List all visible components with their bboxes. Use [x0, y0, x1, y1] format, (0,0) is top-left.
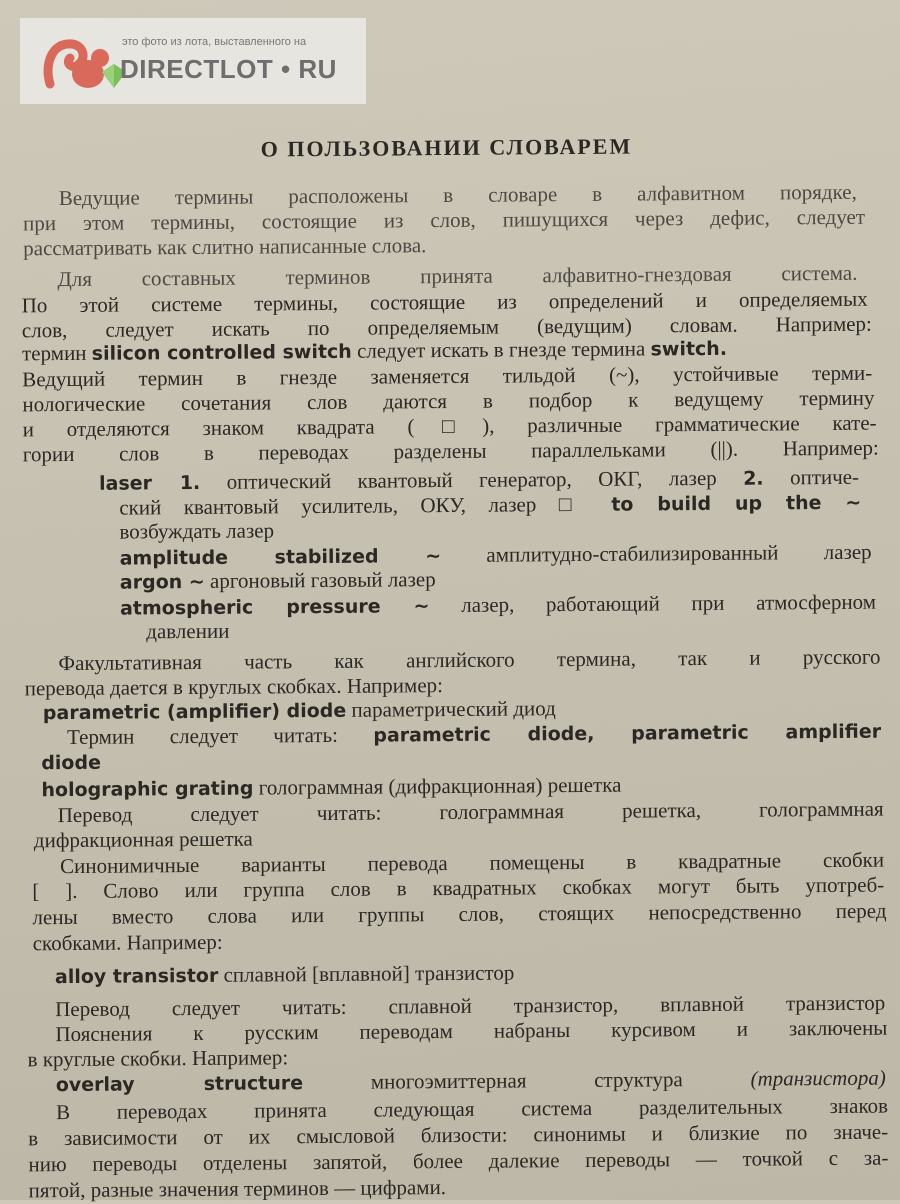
- text-line: Пояснения к русским переводам набраны курсивом и заключены: [55, 1015, 888, 1047]
- text-line: Ведущие термины расположены в словаре в алфавитном порядке,: [58, 179, 857, 211]
- text-line: в круглые скобки. Например:: [27, 1045, 289, 1072]
- entry-laser-cont: ский квантовый усилитель, ОКУ, лазер □ to build up the ~: [119, 491, 862, 520]
- text-line: в зависимости от их смысловой близости: синонимы и близкие по значе-: [28, 1119, 889, 1151]
- text-line: Перевод следует читать: сплавной транзистор, вплавной транзистор: [55, 990, 886, 1022]
- text-line: слов, следует искать по определяемым (ведущим) словам. Например:: [21, 311, 872, 343]
- text-line: при этом термины, состоящие из слов, пишущихся через дефис, следует: [22, 204, 866, 236]
- text-line: Факультативная часть как английского термина, так и русского: [58, 644, 881, 676]
- example-overlay: overlay structure многоэмиттерная структура (транзистора): [55, 1065, 886, 1097]
- text-line: По этой системе термины, состоящие из определений и определяемых: [21, 286, 868, 318]
- text-line: скобками. Например:: [32, 929, 223, 956]
- text-line: Ведущий термин в гнезде заменяется тильдой (~), устойчивые терми-: [22, 360, 873, 392]
- entry-text: давлении: [146, 618, 230, 644]
- entry-argon: argon ~ аргоновый газовый лазер: [119, 567, 436, 594]
- text-line: В переводах принята следующая система разделительных знаков: [55, 1093, 889, 1125]
- watermark-tagline: это фото из лота, выставленного на: [122, 36, 307, 48]
- watermark-brand: DIRECTLOT • RU: [120, 54, 337, 84]
- entry-amplitude: amplitude stabilized ~ амплитудно-стабилизированный лазер: [119, 539, 872, 570]
- text-line: нию переводы отделены запятой, более далекие переводы — точкой с за-: [28, 1145, 889, 1177]
- text-line: пятой, разные значения терминов — цифрами.: [28, 1175, 447, 1203]
- text-line: Для составных терминов принята алфавитно-гнездовая система.: [57, 260, 858, 292]
- text-line: рассматривать как слитно написанные слова.: [23, 233, 427, 261]
- entry-text: возбуждать лазер: [119, 518, 275, 544]
- text-line: гории слов в переводах разделены параллельками (||). Например:: [22, 435, 879, 467]
- example-parametric: parametric (amplifier) diode параметрический диод: [42, 696, 556, 725]
- term-text: diode: [41, 751, 102, 775]
- text-line: и отделяются знаком квадрата (□), различные грамматические кате-: [22, 410, 877, 442]
- text-line-with-terms: термин silicon controlled switch следует искать в гнезде термина switch.: [21, 336, 728, 366]
- text-line: Перевод следует читать: голограммная решетка, голограммная: [57, 796, 884, 828]
- text-line-with-terms: Термин следует читать: parametric diode, parametric amplifier: [66, 720, 882, 750]
- example-holographic: holographic grating голограммная (дифракционная) решетка: [41, 772, 622, 802]
- text-line: [ ]. Слово или группа слов в квадратных скобках могут быть употреб-: [32, 872, 885, 904]
- text-line: нологические сочетания слов даются в подбор к ведущему термину: [22, 385, 875, 417]
- text-line: лены вместо слова или группы слов, стоящих непосредственно перед: [32, 898, 887, 930]
- entry-atmospheric: atmospheric pressure ~ лазер, работающий при атмосферном: [119, 589, 877, 620]
- example-alloy: alloy transistor сплавной [вплавной] транзистор: [54, 960, 515, 989]
- page-title: О ПОЛЬЗОВАНИИ СЛОВАРЕМ: [260, 133, 633, 162]
- text-line: Синонимичные варианты перевода помещены в квадратные скобки: [59, 847, 885, 879]
- text-line: перевода дается в круглых скобках. Например:: [24, 673, 444, 701]
- entry-laser: laser 1. оптический квантовый генератор, ОКГ, лазер 2. оптиче-: [98, 464, 860, 495]
- text-line: дифракционная решетка: [33, 826, 253, 853]
